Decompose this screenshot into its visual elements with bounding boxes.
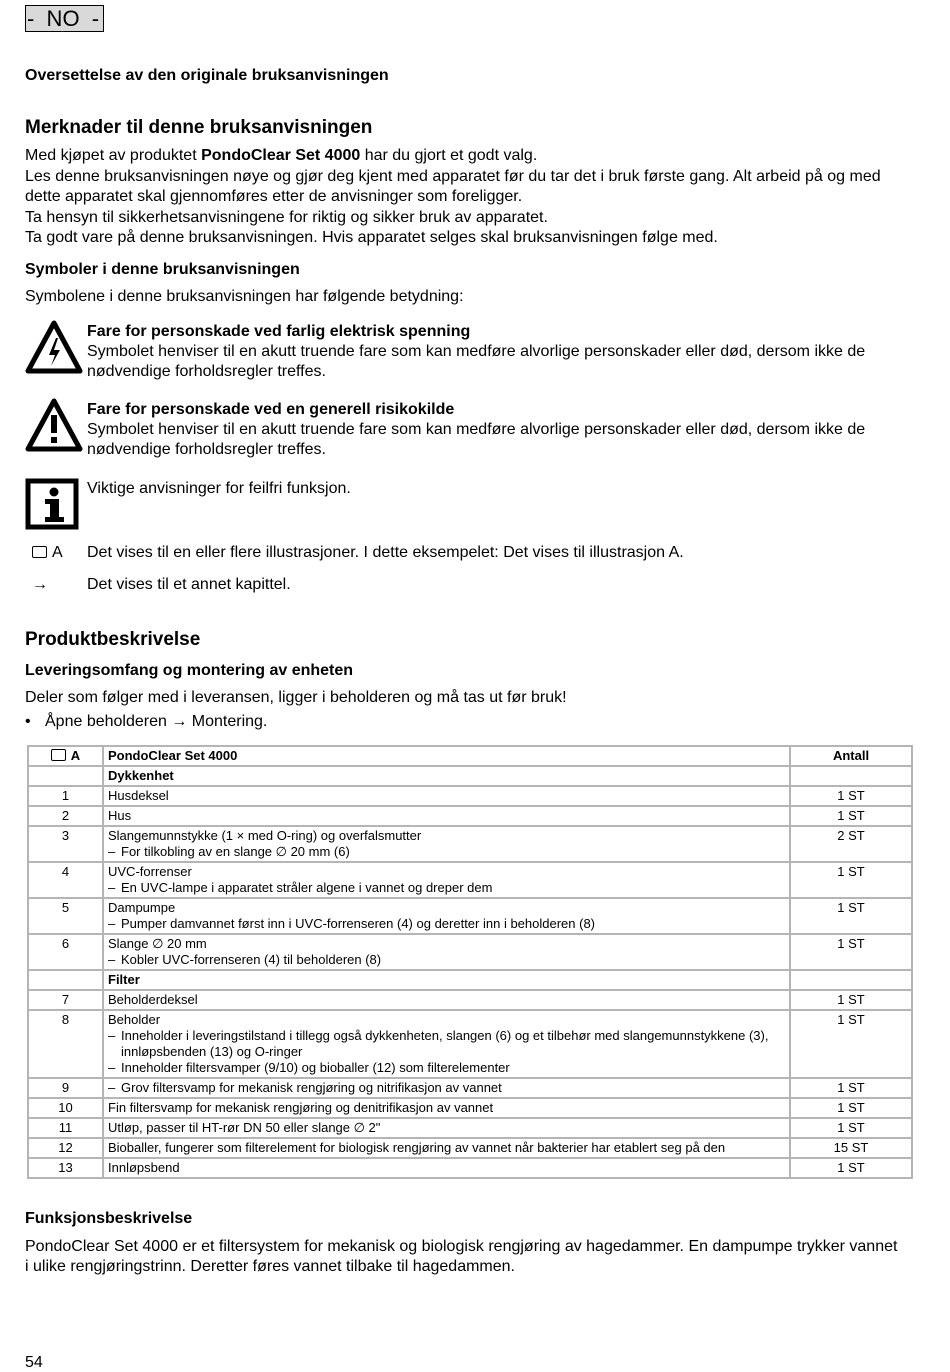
general-hazard-icon (25, 398, 83, 452)
table-row: 11 Utløp, passer til HT-rør DN 50 eller slange ∅ 2" 1 ST (28, 1118, 912, 1138)
table-row: 10 Fin filtersvamp for mekanisk rengjøring og denitrifikasjon av vannet 1 ST (28, 1098, 912, 1118)
table-group-row (28, 766, 912, 786)
table-row: 9 – Grov filtersvamp for mekanisk rengjøring og nitrifikasjon av vannet 1 ST (28, 1078, 912, 1098)
group-label: Filter (103, 970, 790, 990)
table-row: 7 Beholderdeksel 1 ST (28, 990, 912, 1010)
arrow-right-icon: → (171, 713, 188, 730)
symbol-electric (25, 320, 915, 380)
scope-text: Deler som følger med i leveransen, ligger i beholderen og må tas ut før bruk! (25, 689, 567, 706)
table-header-row (28, 746, 912, 766)
symbol-general-title: Fare for personskade ved en generell risikokilde (87, 401, 455, 418)
table-row: 3 Slangemunnstykke (1 × med O-ring) og overfalsmutter – For tilkobling av en slange ∅ 20 mm (6) 2 ST (28, 826, 912, 862)
illustration-ref-text: Det vises til en eller flere illustrasjoner. I dette eksempelet: Det vises til illustrasjon A. (87, 544, 684, 561)
table-row: 13 Innløpsbend 1 ST (28, 1158, 912, 1178)
function-text: PondoClear Set 4000 er et filtersystem for mekanisk og biologisk rengjøring av hagedammer. En dampumpe trykker vannet i ulike rengjøringstrinn. Deretter føres vannet tilbake til hagedammen. (25, 1238, 898, 1275)
table-header-illustration: A (28, 746, 103, 766)
translation-subtitle: Oversettelse av den originale bruksanvisningen (25, 67, 389, 84)
product-name: PondoClear Set 4000 (201, 147, 361, 164)
chapter-ref-text: Det vises til et annet kapittel. (87, 576, 291, 593)
illustration-box-icon (32, 546, 47, 558)
group-label: Dykkenhet (103, 766, 790, 786)
table-header-product: PondoClear Set 4000 (103, 746, 790, 766)
product-heading: Produktbeskrivelse (25, 629, 201, 650)
notes-line-1: Med kjøpet av produktet PondoClear Set 4000 har du gjort et godt valg. (25, 147, 538, 164)
function-heading: Funksjonsbeskrivelse (25, 1210, 193, 1227)
arrow-right-icon: → (32, 576, 48, 593)
symbols-intro: Symbolene i denne bruksanvisningen har følgende betydning: (25, 288, 464, 305)
symbol-info (25, 477, 915, 529)
illustration-ref-symbol: A (32, 543, 63, 563)
notes-line-4: Ta godt vare på denne bruksanvisningen. Hvis apparatet selges skal bruksanvisningen følge med. (25, 229, 718, 247)
notes-body (25, 146, 905, 249)
language-badge: - NO - (25, 5, 104, 32)
symbol-general (25, 398, 915, 458)
table-header-quantity: Antall (790, 746, 912, 766)
symbol-electric-text: Symbolet henviser til en akutt truende fare som kan medføre alvorlige personskader eller død, dersom ikke de nødvendige forholdsregler treffes. (87, 343, 866, 380)
bullet-dot: • (25, 713, 31, 730)
notes-heading: Merknader til denne bruksanvisningen (25, 117, 373, 138)
notes-line-3: Ta hensyn til sikkerhetsanvisningene for riktig og sikker bruk av apparatet. (25, 208, 548, 226)
symbol-info-text: Viktige anvisninger for feilfri funksjon. (87, 480, 351, 497)
table-row: 8 Beholder – Inneholder i leveringstilstand i tillegg også dykkenheten, slangen (6) og et tilbehør med slangemunnstykkene (3), innløpsbenden (13) og O-ringer – Inneholder filtersvamper (9/10) og bioballer (12) som filterelementer 1 ST (28, 1010, 912, 1078)
table-row: 5 Dampumpe – Pumper damvannet først inn i UVC-forrenseren (4) og deretter inn i beholderen (8) 1 ST (28, 898, 912, 934)
page-number: 54 (25, 1354, 43, 1371)
open-container-bullet: • Åpne beholderen → Montering. (25, 713, 268, 730)
table-row: 1 Husdeksel 1 ST (28, 786, 912, 806)
electric-hazard-icon (25, 320, 83, 374)
scope-heading: Leveringsomfang og montering av enheten (25, 662, 354, 679)
notes-line-2: Les denne bruksanvisningen nøye og gjør deg kjent med apparatet før du tar det i bruk første gang. Alt arbeid på og med dette apparatet skal gjennomføres etter de anvisninger som foreligger. (25, 167, 881, 206)
symbol-electric-title: Fare for personskade ved farlig elektrisk spenning (87, 323, 471, 340)
table-group-row (28, 970, 912, 990)
illustration-box-icon (51, 749, 66, 761)
table-row: 12 Bioballer, fungerer som filterelement for biologisk rengjøring av vannet når bakterier har etablert seg på den 15 ST (28, 1138, 912, 1158)
symbols-heading: Symboler i denne bruksanvisningen (25, 261, 300, 278)
info-icon (25, 478, 79, 530)
table-row: 6 Slange ∅ 20 mm – Kobler UVC-forrenseren (4) til beholderen (8) 1 ST (28, 934, 912, 970)
table-row: 4 UVC-forrenser – En UVC-lampe i apparatet stråler algene i vannet og dreper dem 1 ST (28, 862, 912, 898)
table-row: 2 Hus 1 ST (28, 806, 912, 826)
parts-table (27, 745, 913, 1179)
symbol-general-text: Symbolet henviser til en akutt truende fare som kan medføre alvorlige personskader eller død, dersom ikke de nødvendige forholdsregler treffes. (87, 421, 866, 458)
